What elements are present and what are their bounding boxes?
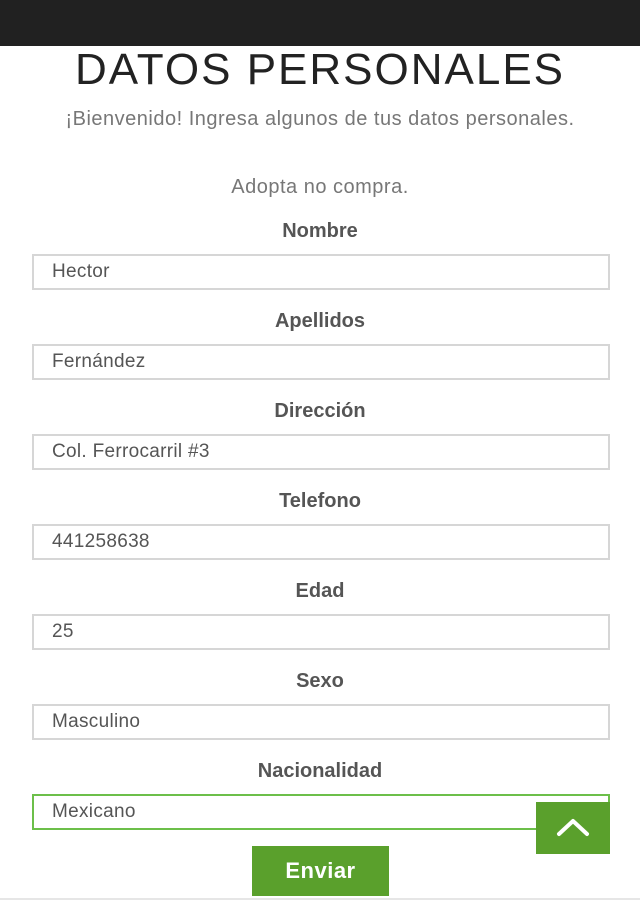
- sexo-input[interactable]: [32, 704, 610, 740]
- direccion-input[interactable]: [32, 434, 610, 470]
- direccion-label: Dirección: [274, 400, 366, 422]
- welcome-text: ¡Bienvenido! Ingresa algunos de tus datos personales.: [65, 108, 575, 130]
- telefono-input[interactable]: [32, 524, 610, 560]
- nombre-input[interactable]: [32, 254, 610, 290]
- page-title: DATOS PERSONALES: [74, 45, 566, 94]
- status-bar: [0, 0, 640, 46]
- telefono-label: Telefono: [279, 490, 361, 512]
- chevron-up-icon: [556, 817, 590, 840]
- nacionalidad-label: Nacionalidad: [257, 760, 383, 782]
- nacionalidad-input[interactable]: [32, 794, 610, 830]
- apellidos-input[interactable]: [32, 344, 610, 380]
- apellidos-label: Apellidos: [274, 310, 365, 332]
- edad-label: Edad: [295, 580, 345, 602]
- submit-button[interactable]: Enviar: [252, 846, 389, 896]
- scroll-top-button[interactable]: [536, 802, 610, 854]
- tagline: Adopta no compra.: [231, 176, 409, 198]
- sexo-label: Sexo: [296, 670, 344, 692]
- nombre-label: Nombre: [282, 220, 358, 242]
- edad-input[interactable]: [32, 614, 610, 650]
